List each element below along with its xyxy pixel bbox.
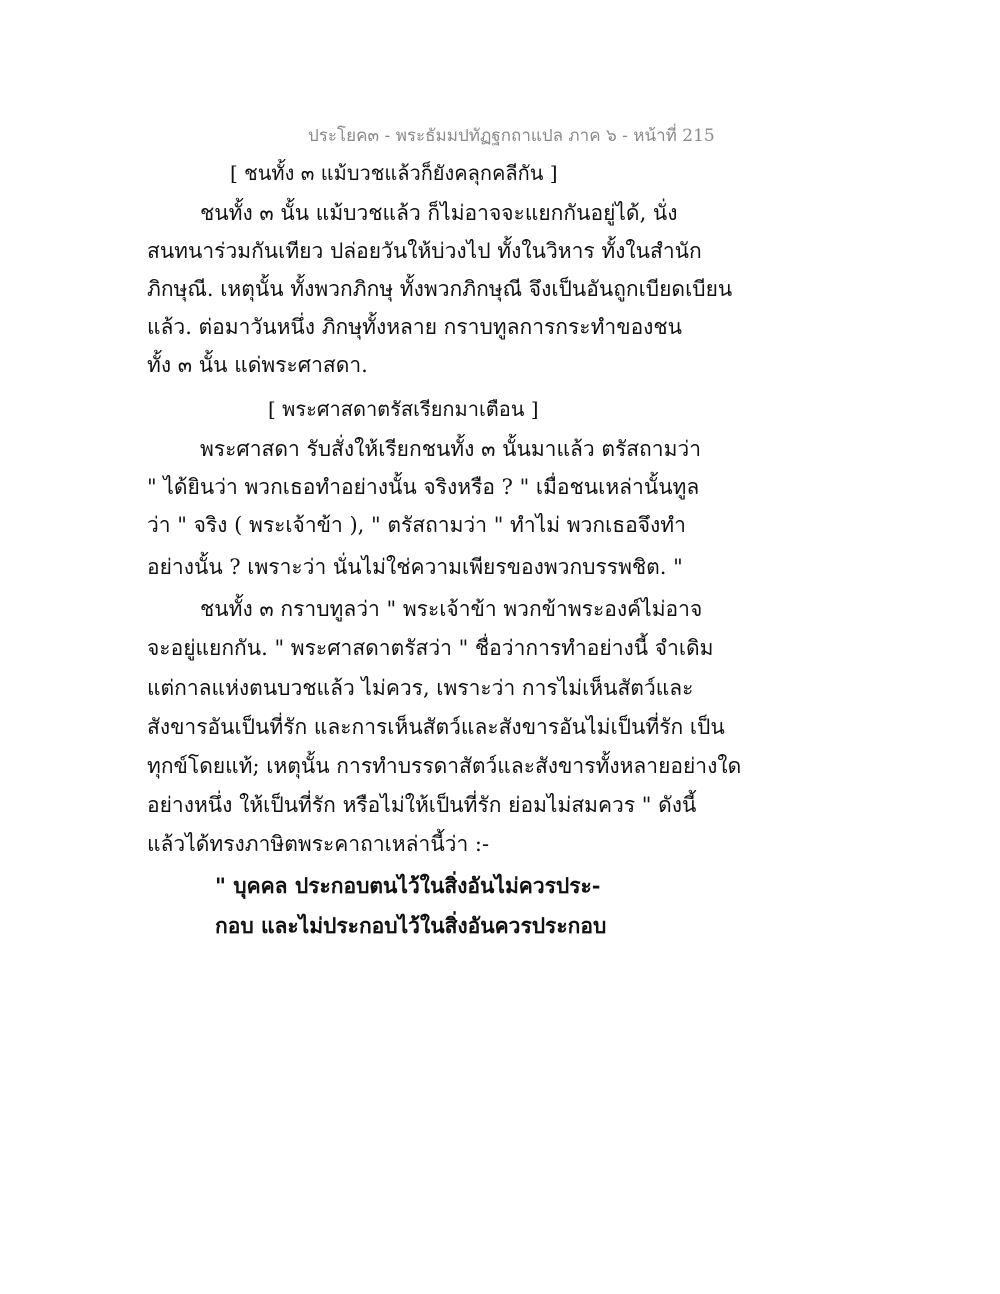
body-line: ภิกษุณี. เหตุนั้น ทั้งพวกภิกษุ ทั้งพวกภิกษุณี จึงเป็นอันถูกเบียดเบียน xyxy=(147,277,733,301)
body-line: สนทนาร่วมกันเทียว ปล่อยวันให้บ่วงไป ทั้งในวิหาร ทั้งในสำนัก xyxy=(147,239,702,263)
body-line: แล้วได้ทรงภาษิตพระคาถาเหล่านี้ว่า :- xyxy=(147,832,490,856)
body-line: อย่างหนึ่ง ให้เป็นที่รัก หรือไม่ให้เป็นที่รัก ย่อมไม่สมควร " ดังนี้ xyxy=(147,793,697,817)
body-line: " ได้ยินว่า พวกเธอทำอย่างนั้น จริงหรือ ? " เมื่อชนเหล่านั้นทูล xyxy=(147,475,700,499)
running-header: ประโยค๓ - พระธัมมปทัฏฐกถาแปล ภาค ๖ - หน้าที่ 215 xyxy=(308,126,715,146)
body-line: ชนทั้ง ๓ กราบทูลว่า " พระเจ้าข้า พวกข้าพระองค์ไม่อาจ xyxy=(200,597,703,621)
body-line: แล้ว. ต่อมาวันหนึ่ง ภิกษุทั้งหลาย กราบทูลการกระทำของชน xyxy=(147,315,683,339)
body-line: สังขารอันเป็นที่รัก และการเห็นสัตว์และสังขารอันไม่เป็นที่รัก เป็น xyxy=(147,715,725,739)
verse-line: " บุคคล ประกอบตนไว้ในสิ่งอันไม่ควรประ- xyxy=(215,873,601,898)
verse-line: กอบ และไม่ประกอบไว้ในสิ่งอันควรประกอบ xyxy=(215,913,607,938)
body-line: พระศาสดา รับสั่งให้เรียกชนทั้ง ๓ นั้นมาแล้ว ตรัสถามว่า xyxy=(200,437,701,461)
body-line: อย่างนั้น ? เพราะว่า นั่นไม่ใช่ความเพียรของพวกบรรพชิต. " xyxy=(147,555,683,579)
section-heading: [ พระศาสดาตรัสเรียกมาเตือน ] xyxy=(268,397,539,421)
body-line: ทุกข์โดยแท้; เหตุนั้น การทำบรรดาสัตว์และสังขารทั้งหลายอย่างใด xyxy=(147,754,742,778)
body-line: แต่กาลแห่งตนบวชแล้ว ไม่ควร, เพราะว่า การไม่เห็นสัตว์และ xyxy=(147,676,694,700)
body-line: ว่า " จริง ( พระเจ้าข้า ), " ตรัสถามว่า " ทำไม่ พวกเธอจึงทำ xyxy=(147,513,686,537)
section-heading: [ ชนทั้ง ๓ แม้บวชแล้วก็ยังคลุกคลีกัน ] xyxy=(230,161,558,185)
body-line: ชนทั้ง ๓ นั้น แม้บวชแล้ว ก็ไม่อาจจะแยกกันอยู่ได้, นั่ง xyxy=(200,201,678,225)
body-line: ทั้ง ๓ นั้น แด่พระศาสดา. xyxy=(147,353,368,377)
body-line: จะอยู่แยกกัน. " พระศาสดาตรัสว่า " ชื่อว่าการทำอย่างนี้ จำเดิม xyxy=(147,636,714,660)
